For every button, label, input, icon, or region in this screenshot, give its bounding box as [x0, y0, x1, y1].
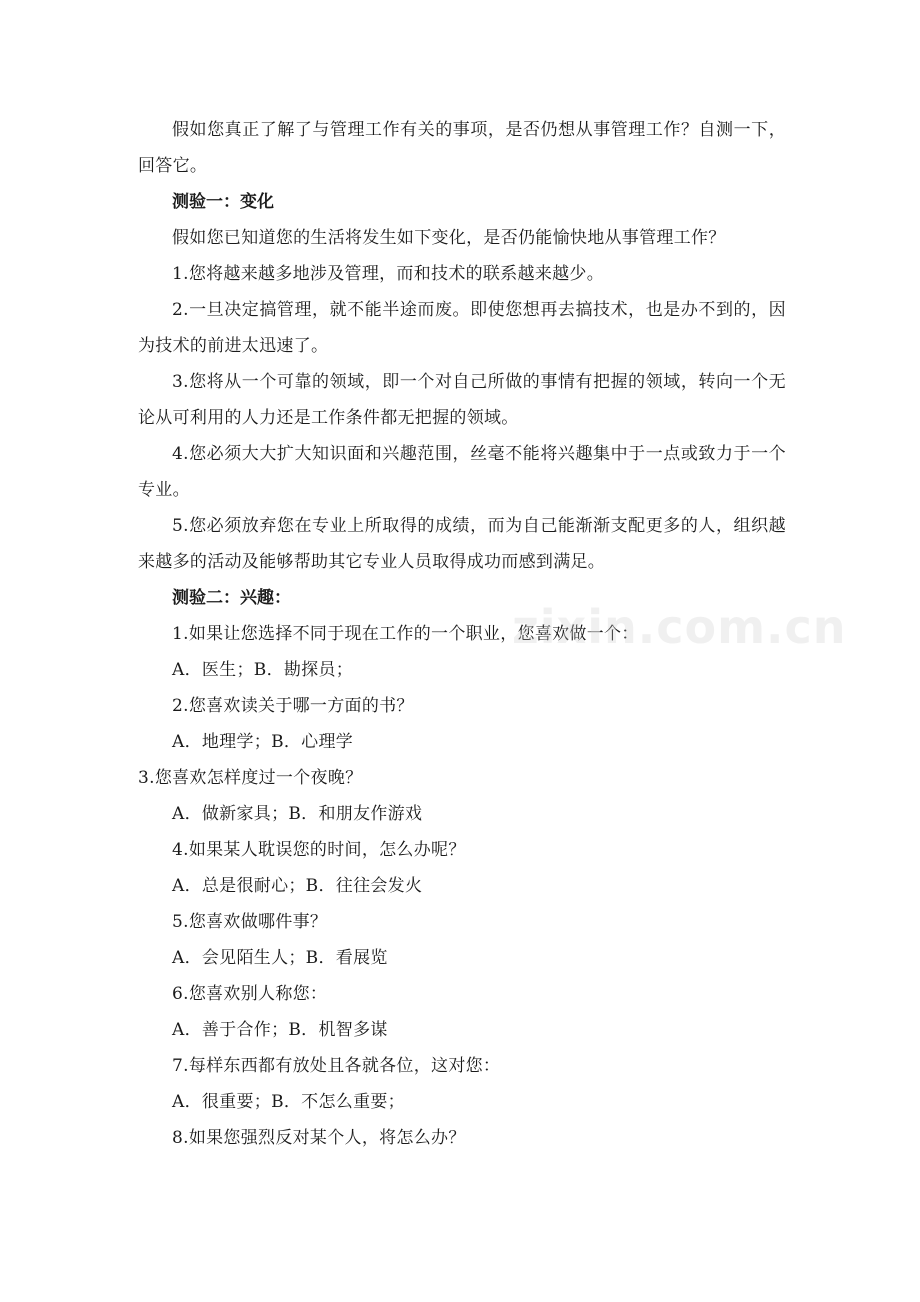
test2-answer-5: A．会见陌生人；B．看展览	[172, 948, 388, 968]
test1-item-4: 4.您必须大大扩大知识面和兴趣范围，丝毫不能将兴趣集中于一点或致力于一个专业。	[138, 444, 786, 500]
test2-question-3: 3.您喜欢怎样度过一个夜晚？	[138, 768, 363, 788]
test1-item-3: 3.您将从一个可靠的领域，即一个对自己所做的事情有把握的领域，转向一个无论从可利用的人力还是工作条件都无把握的领域。	[138, 372, 786, 428]
test2-answer-7: A．很重要；B．不怎么重要；	[172, 1092, 405, 1112]
test2-heading: 测验二：兴趣：	[172, 588, 291, 608]
test1-item-5: 5.您必须放弃您在专业上所取得的成绩，而为自己能渐渐支配更多的人，组织越来越多的活动及能够帮助其它专业人员取得成功而感到满足。	[138, 516, 786, 572]
test2-answer-1: A．医生；B．勘探员；	[172, 660, 354, 680]
test2-question-8: 8.如果您强烈反对某个人，将怎么办？	[172, 1128, 466, 1148]
intro-paragraph: 假如您真正了解了与管理工作有关的事项，是否仍想从事管理工作？自测一下，回答它。	[138, 120, 786, 176]
test1-lead: 假如您已知道您的生活将发生如下变化，是否仍能愉快地从事管理工作？	[172, 228, 726, 248]
watermark: zixin.com.cn	[512, 600, 847, 654]
test2-answer-4: A．总是很耐心；B．往往会发火	[172, 876, 423, 896]
test2-question-1: 1.如果让您选择不同于现在工作的一个职业，您喜欢做一个：	[172, 624, 639, 644]
test2-question-6: 6.您喜欢别人称您：	[172, 984, 328, 1004]
test2-question-2: 2.您喜欢读关于哪一方面的书？	[172, 696, 414, 716]
test1-heading: 测验一：变化	[172, 192, 274, 212]
test2-question-5: 5.您喜欢做哪件事？	[172, 912, 328, 932]
test2-answer-3: A．做新家具；B．和朋友作游戏	[172, 804, 423, 824]
test1-item-1: 1.您将越来越多地涉及管理，而和技术的联系越来越少。	[172, 264, 605, 284]
test1-item-2: 2.一旦决定搞管理，就不能半途而废。即使您想再去搞技术，也是办不到的，因为技术的前进太迅速了。	[138, 300, 786, 356]
test2-question-4: 4.如果某人耽误您的时间，怎么办呢？	[172, 840, 466, 860]
test2-answer-2: A．地理学；B．心理学	[172, 732, 354, 752]
test2-answer-6: A．善于合作；B．机智多谋	[172, 1020, 388, 1040]
document-body	[138, 112, 786, 1156]
test2-question-7: 7.每样东西都有放处且各就各位，这对您：	[172, 1056, 501, 1076]
